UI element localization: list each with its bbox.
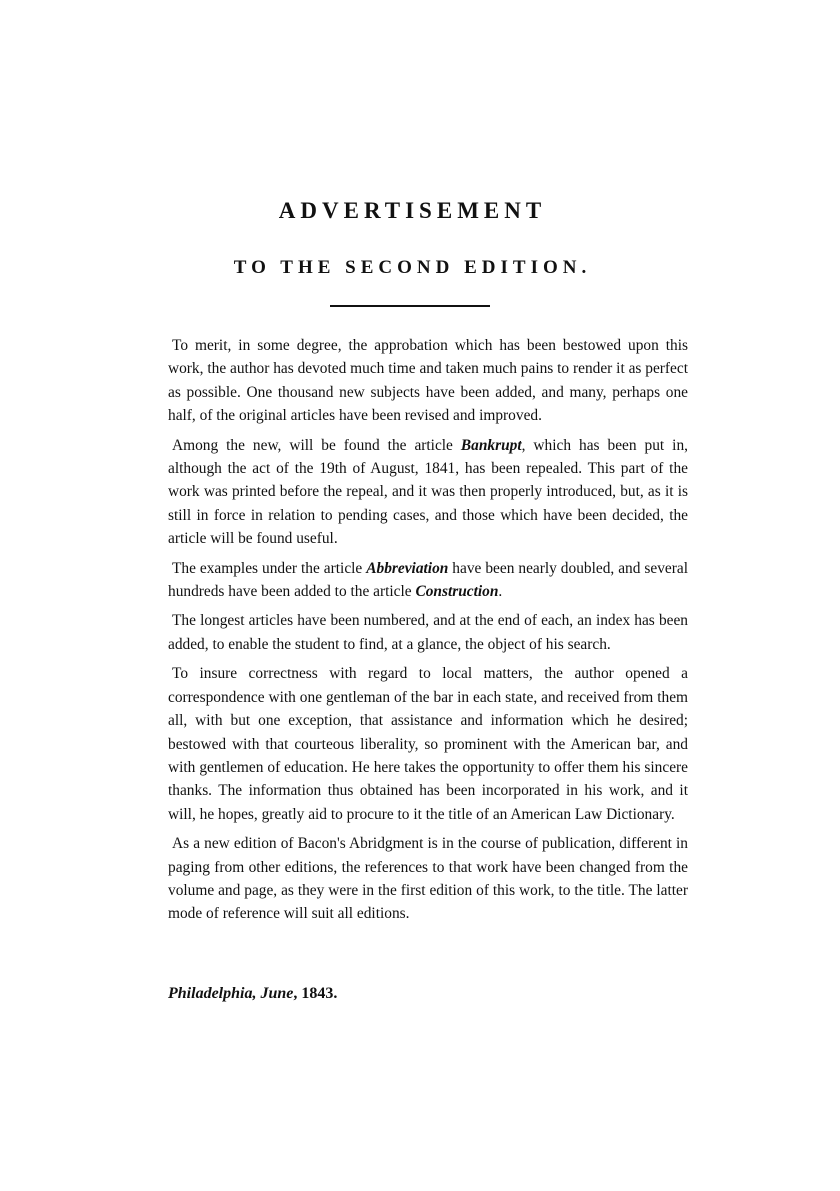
paragraph-merit: To merit, in some degree, the approbation which has been bestowed upon this work, the author has devoted much time and taken much pains to render it as perfect as possible. One thousand new subjects have been added, and many, perhaps one half, of the original articles have been revised and improved.: [168, 337, 688, 425]
page-subtitle: TO THE SECOND EDITION.: [233, 257, 592, 278]
signoff-year: , 1843.: [293, 985, 338, 1002]
page-title: ADVERTISEMENT: [278, 198, 547, 223]
paragraph-bankrupt-after: , which has been put in, although the act of the 19th of August, 1841, has been repealed. This part of the work was printed before the repeal, and it was then properly introduced, but, as it is still in force in relation to pending cases, and those which have been decided, the article will be found useful.: [168, 436, 688, 548]
paragraph-examples-before: The examples under the article: [172, 559, 367, 577]
signoff-dateline: [168, 985, 337, 1003]
signoff-place-date: Philadelphia, June: [168, 985, 294, 1002]
paragraph-bankrupt-before: Among the new, will be found the article: [172, 436, 461, 454]
paragraph-examples-after: .: [498, 583, 503, 601]
paragraph-bankrupt: [168, 434, 688, 551]
article-name-construction: Construction: [415, 583, 499, 601]
paragraph-examples: [168, 557, 688, 604]
paragraph-index: The longest articles have been numbered, and at the end of each, an index has been added, to enable the student to find, at a glance, the object of his search.: [168, 612, 688, 653]
article-name-bankrupt: Bankrupt: [460, 436, 522, 454]
article-name-abbreviation: Abbreviation: [366, 559, 449, 577]
title-divider: [330, 305, 490, 307]
paragraph-examples-middle: have been nearly doubled, and several hundreds have been added to the article: [168, 559, 688, 601]
paragraph-correctness: To insure correctness with regard to local matters, the author opened a correspondence with one gentleman of the bar in each state, and received from them all, with but one exception, that assistance and information which he desired; bestowed with that courteous liberality, so prominent with the American bar, and with gentlemen of education. He here takes the opportunity to offer them his sincere thanks. The information thus obtained has been incorporated in his work, and it will, he hopes, greatly aid to procure to it the title of an American Law Dictionary.: [168, 665, 688, 823]
body-text: [168, 334, 688, 932]
paragraph-bacon: As a new edition of Bacon's Abridgment is in the course of publication, different in paging from other editions, the references to that work have been changed from the volume and page, as they were in the first edition of this work, to the title. The latter mode of reference will suit all editions.: [168, 835, 688, 923]
